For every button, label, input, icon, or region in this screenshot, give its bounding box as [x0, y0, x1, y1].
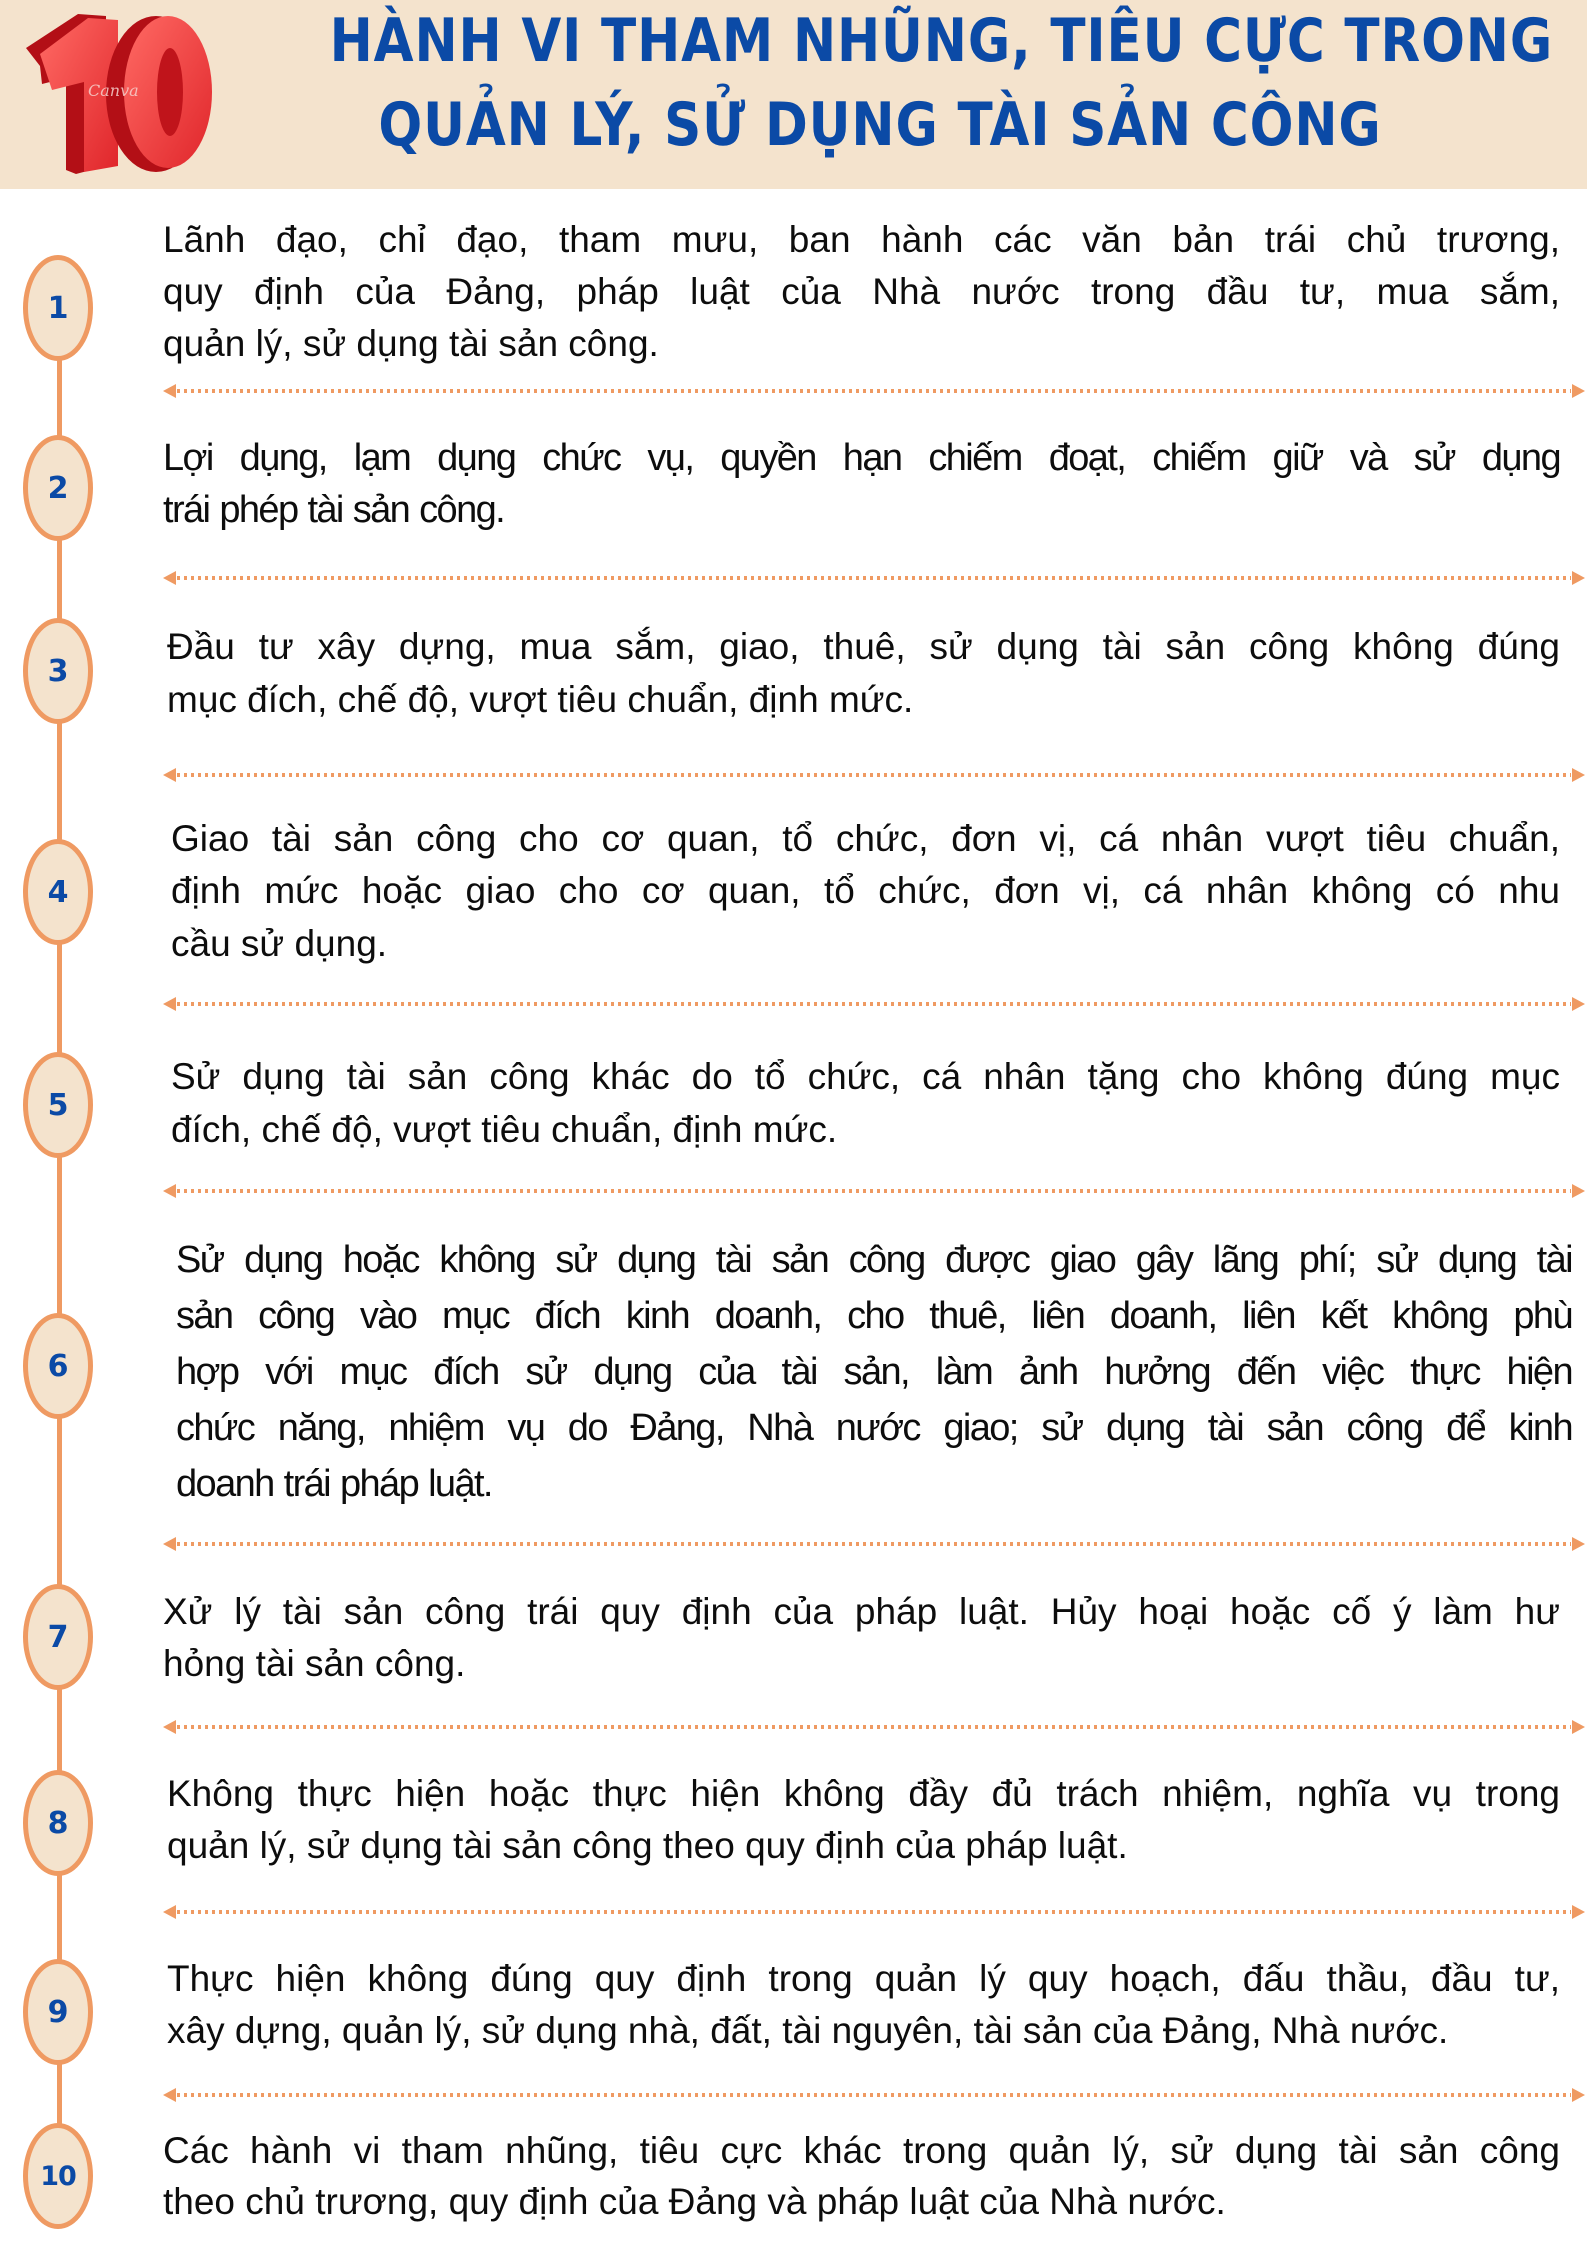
item-text-line: Giao tài sản công cho cơ quan, tổ chức, đơn vị, cá nhân vượt tiêu chuẩn,: [171, 818, 1560, 859]
item-text-line: xây dựng, quản lý, sử dụng nhà, đất, tài nguyên, tài sản của Đảng, Nhà nước.: [167, 2010, 1449, 2051]
arrow-right-icon: [1572, 997, 1585, 1011]
item-badge-10: 10: [23, 2123, 93, 2229]
arrow-right-icon: [1572, 1537, 1585, 1551]
arrow-left-icon: [163, 1537, 176, 1551]
item-text-line: đích, chế độ, vượt tiêu chuẩn, định mức.: [171, 1109, 838, 1150]
item-badge-8: 8: [23, 1770, 93, 1876]
item-text-line: Không thực hiện hoặc thực hiện không đầy đủ trách nhiệm, nghĩa vụ trong: [167, 1773, 1560, 1814]
item-text-line: hỏng tài sản công.: [163, 1643, 466, 1684]
arrow-left-icon: [163, 2088, 176, 2102]
arrow-left-icon: [163, 571, 176, 585]
arrow-right-icon: [1572, 384, 1585, 398]
dotted-divider: [163, 571, 1585, 585]
item-badge-7: 7: [23, 1584, 93, 1690]
item-badge-6: 6: [23, 1313, 93, 1419]
item-text-line: cầu sử dụng.: [171, 923, 388, 964]
arrow-right-icon: [1572, 1184, 1585, 1198]
arrow-left-icon: [163, 384, 176, 398]
item-text-line: Lãnh đạo, chỉ đạo, tham mưu, ban hành các văn bản trái chủ trương,: [163, 219, 1560, 260]
item-text-line: Sử dụng hoặc không sử dụng tài sản công được giao gây lãng phí; sử dụng tài: [176, 1239, 1572, 1281]
dotted-divider: [163, 384, 1585, 398]
arrow-left-icon: [163, 1184, 176, 1198]
arrow-left-icon: [163, 997, 176, 1011]
svg-text:Canva: Canva: [88, 81, 139, 100]
item-text-line: hợp với mục đích sử dụng của tài sản, làm ảnh hưởng đến việc thực hiện: [176, 1351, 1572, 1393]
item-text-line: quy định của Đảng, pháp luật của Nhà nước trong đầu tư, mua sắm,: [163, 271, 1560, 312]
item-text-line: Sử dụng tài sản công khác do tổ chức, cá nhân tặng cho không đúng mục: [171, 1056, 1560, 1097]
item-text-line: mục đích, chế độ, vượt tiêu chuẩn, định mức.: [167, 679, 914, 720]
title-line-1: HÀNH VI THAM NHŨNG, TIÊU CỰC TRONG: [329, 6, 1554, 76]
item-text-line: Các hành vi tham nhũng, tiêu cực khác trong quản lý, sử dụng tài sản công: [163, 2130, 1560, 2171]
item-badge-4: 4: [23, 839, 93, 945]
item-text-line: định mức hoặc giao cho cơ quan, tổ chức, đơn vị, cá nhân không có nhu: [171, 870, 1560, 911]
dotted-divider: [163, 1537, 1585, 1551]
item-text-line: Đầu tư xây dựng, mua sắm, giao, thuê, sử dụng tài sản công không đúng: [167, 626, 1560, 667]
item-text-line: sản công vào mục đích kinh doanh, cho thuê, liên doanh, liên kết không phù: [176, 1295, 1572, 1337]
item-text-line: Lợi dụng, lạm dụng chức vụ, quyền hạn chiếm đoạt, chiếm giữ và sử dụng: [163, 437, 1560, 479]
header-banner: [0, 0, 1587, 189]
dotted-divider: [163, 1184, 1585, 1198]
dotted-divider: [163, 1720, 1585, 1734]
arrow-left-icon: [163, 1720, 176, 1734]
arrow-left-icon: [163, 768, 176, 782]
item-badge-5: 5: [23, 1052, 93, 1158]
item-text-line: Thực hiện không đúng quy định trong quản lý quy hoạch, đấu thầu, đầu tư,: [167, 1958, 1560, 1999]
item-badge-9: 9: [23, 1959, 93, 2065]
arrow-right-icon: [1572, 768, 1585, 782]
arrow-right-icon: [1572, 2088, 1585, 2102]
arrow-right-icon: [1572, 1720, 1585, 1734]
item-badge-3: 3: [23, 618, 93, 724]
item-badge-1: 1: [23, 255, 93, 361]
item-text-line: trái phép tài sản công.: [163, 489, 505, 531]
item-text-line: chức năng, nhiệm vụ do Đảng, Nhà nước giao; sử dụng tài sản công để kinh: [176, 1407, 1572, 1449]
dotted-divider: [163, 768, 1585, 782]
item-text-line: theo chủ trương, quy định của Đảng và pháp luật của Nhà nước.: [163, 2181, 1226, 2222]
dotted-divider: [163, 997, 1585, 1011]
dotted-divider: [163, 1905, 1585, 1919]
item-badge-2: 2: [23, 435, 93, 541]
dotted-divider: [163, 2088, 1585, 2102]
item-text-line: quản lý, sử dụng tài sản công theo quy định của pháp luật.: [167, 1825, 1128, 1866]
arrow-right-icon: [1572, 1905, 1585, 1919]
item-text-line: Xử lý tài sản công trái quy định của pháp luật. Hủy hoại hoặc cố ý làm hư: [163, 1591, 1560, 1632]
number-ten-graphic: [18, 6, 213, 174]
item-text-line: doanh trái pháp luật.: [176, 1463, 492, 1505]
item-text-line: quản lý, sử dụng tài sản công.: [163, 323, 659, 364]
arrow-left-icon: [163, 1905, 176, 1919]
title-line-2: QUẢN LÝ, SỬ DỤNG TÀI SẢN CÔNG: [378, 90, 1382, 160]
arrow-right-icon: [1572, 571, 1585, 585]
